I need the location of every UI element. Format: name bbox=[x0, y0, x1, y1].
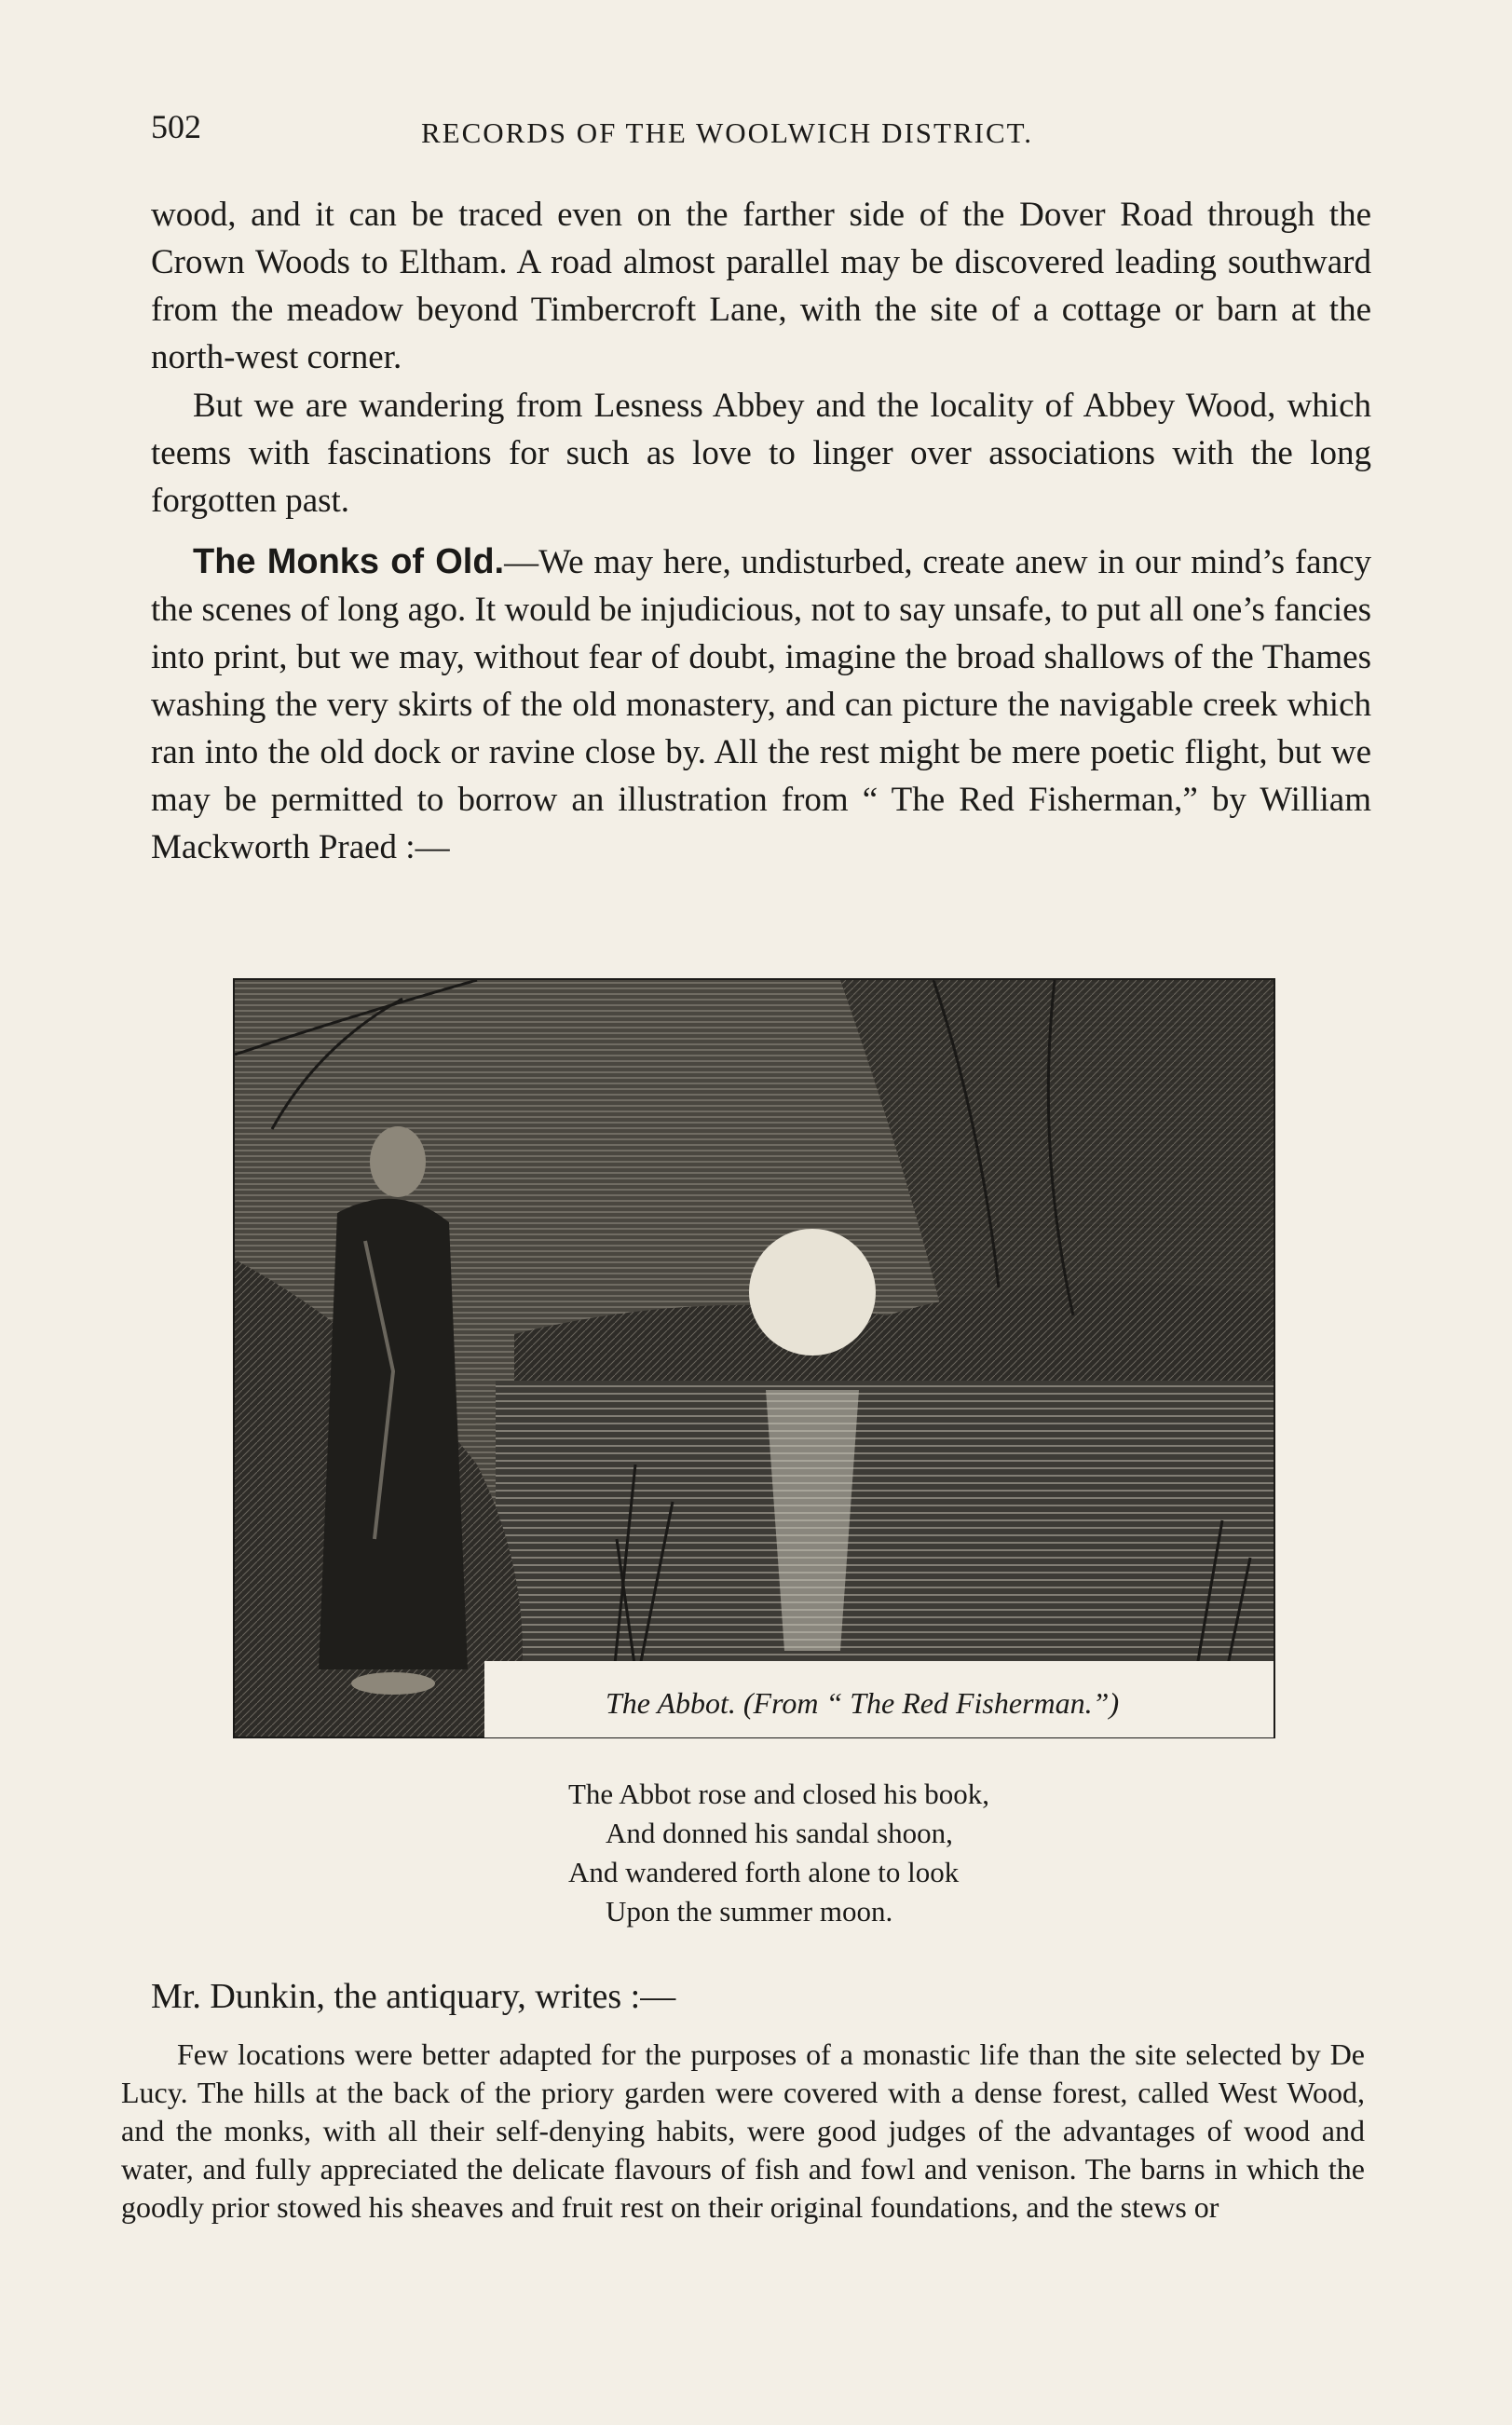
verse-stanza bbox=[568, 1775, 989, 1931]
verse-line: The Abbot rose and closed his book, bbox=[568, 1778, 990, 1810]
paragraph-dunkin bbox=[151, 1973, 1371, 2021]
verse-line: Upon the summer moon. bbox=[606, 1895, 893, 1928]
abbot-illustration bbox=[233, 978, 1275, 1738]
quotation-text: Few locations were better adapted for the purposes of a monastic life than the site selected by De Lucy. The hills at the back of the priory garden were covered with a dense forest, called West Wood, and the monks, with all their self-denying habits, were good judges of the advantages of wood and water, and fully appreciated the delicate flavours of fish and fowl and venison. The barns in which the goodly prior stowed his sheaves and fruit rest on their original foundations, and the stews or bbox=[121, 2037, 1365, 2224]
running-head: RECORDS OF THE WOOLWICH DISTRICT. bbox=[421, 116, 1034, 149]
page-number: 502 bbox=[151, 108, 201, 145]
verse-line: And donned his sandal shoon, bbox=[606, 1817, 953, 1849]
paragraph-4-text: Mr. Dunkin, the antiquary, writes :— bbox=[151, 1977, 676, 2016]
paragraph-monks-of-old bbox=[151, 538, 1371, 871]
paragraph-3-text: —We may here, undisturbed, create anew in our mind’s fancy the scenes of long ago. It would be injudicious, not to say unsafe, to put all one’s fancies into print, but we may, without fear of doubt, imagine the broad shallows of the Thames washing the very skirts of the old monastery, and can picture the navigable creek which ran into the old dock or ravine close by. All the rest might be mere poetic flight, but we may be permitted to borrow an illustration from “ The Red Fisherman,” by William Mackworth Praed :— bbox=[151, 543, 1371, 866]
engraving-image bbox=[235, 980, 1274, 1737]
quotation-paragraph bbox=[121, 2036, 1365, 2227]
moon-icon bbox=[749, 1229, 876, 1356]
figure-caption: The Abbot. (From “ The Red Fisherman.”) bbox=[606, 1686, 1120, 1720]
paragraph-2 bbox=[151, 382, 1371, 525]
paragraph-1-text: wood, and it can be traced even on the farther side of the Dover Road through the Crown Woods to Eltham. A road almost parallel may be discovered leading southward from the meadow beyond Timbercroft Lane, with the site of a cottage or barn at the north-west corner. bbox=[151, 196, 1371, 376]
paragraph-2-text: But we are wandering from Lesness Abbey and the locality of Abbey Wood, which teems with fascinations for such as love to linger over associations with the long forgotten past. bbox=[151, 387, 1371, 520]
verse-line: And wandered forth alone to look bbox=[568, 1856, 960, 1888]
side-heading: The Monks of Old. bbox=[193, 542, 505, 581]
paragraph-1 bbox=[151, 191, 1371, 381]
page-header bbox=[151, 107, 1371, 163]
